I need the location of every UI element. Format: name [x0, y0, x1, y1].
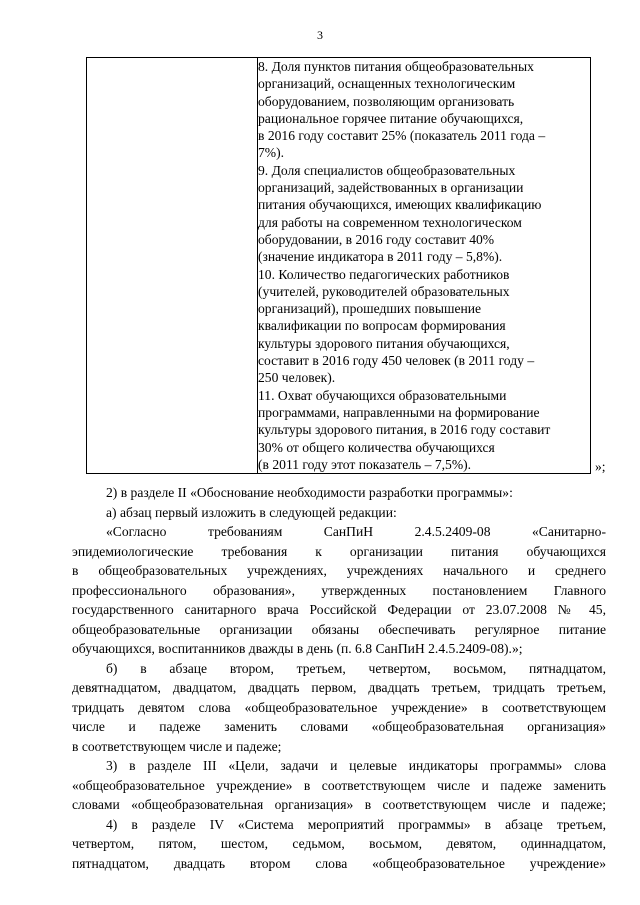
- indicator-line: оборудовании, в 2016 году составит 40%: [258, 231, 495, 247]
- indicator-line: организаций), прошедших повышение: [258, 301, 482, 317]
- paragraph-line: эпидемиологические требования к организации питания обучающихся: [72, 543, 606, 559]
- table-right-cell: [258, 58, 591, 474]
- indicator-line: 10. Количество педагогических работников: [258, 266, 510, 282]
- paragraph-line: 4) в разделе IV «Система мероприятий программы» в абзаце третьем,: [106, 816, 606, 832]
- paragraph-line: в соответствующем числе и падеже;: [72, 738, 282, 754]
- indicator-line: (учителей, руководителей образовательных: [258, 283, 510, 299]
- indicator-line: 30% от общего количества обучающихся: [258, 439, 495, 455]
- paragraph-line: профессионального образования», утвержденных постановлением Главного: [72, 582, 606, 598]
- indicator-line: 9. Доля специалистов общеобразовательных: [258, 162, 516, 178]
- paragraph-line: а) абзац первый изложить в следующей редакции:: [106, 504, 397, 520]
- indicator-line: культуры здорового питания обучающихся,: [258, 335, 510, 351]
- indicator-line: 250 человек).: [258, 370, 336, 386]
- indicator-paragraph: [258, 58, 590, 162]
- paragraph-line: б) в абзаце втором, третьем, четвертом, восьмом, пятнадцатом,: [106, 660, 606, 676]
- indicator-line: организаций, оснащенных технологическим: [258, 76, 516, 92]
- paragraph-line: пятнадцатом, двадцать втором слова «общеобразовательное учреждение»: [72, 855, 606, 871]
- paragraph-line: 2) в разделе II «Обоснование необходимости разработки программы»:: [106, 485, 513, 500]
- indicator-paragraph: [258, 162, 590, 266]
- paragraph-line: словами «общеобразовательная организация» в соответствующем числе и падеже;: [72, 797, 606, 812]
- table-left-cell: [87, 58, 258, 474]
- indicator-line: оборудованием, позволяющим организовать: [258, 93, 515, 109]
- indicator-line: (значение индикатора в 2011 году – 5,8%).: [258, 249, 503, 265]
- paragraph-line: в общеобразовательных учреждениях, учреждениях начального и среднего: [72, 563, 606, 578]
- paragraph-line: числе и падеже заменить словами «общеобразовательная организация»: [72, 719, 606, 734]
- indicator-line: 11. Охват обучающихся образовательными: [258, 387, 507, 403]
- indicator-line: для работы на современном технологическом: [258, 214, 522, 230]
- paragraph-line: обучающихся, воспитанников дважды в день (п. 6.8 СанПиН 2.4.5.2409-08).»;: [72, 641, 523, 656]
- indicator-line: питания обучающихся, имеющих квалификацию: [258, 197, 542, 213]
- paragraph-line: государственного санитарного врача Российской Федерации от 23.07.2008 № 45,: [72, 602, 606, 617]
- indicator-line: (в 2011 году этот показатель – 7,5%).: [258, 456, 472, 472]
- paragraph-line: «общеобразовательное учреждение» в соответствующем числе и падеже заменить: [72, 777, 606, 793]
- indicator-line: организаций, задействованных в организации: [258, 180, 524, 196]
- table-closing-mark: »;: [595, 459, 606, 474]
- page-number: 3: [317, 28, 323, 42]
- indicator-paragraph: [258, 387, 590, 473]
- indicator-line: в 2016 году составит 25% (показатель 2011 года –: [258, 128, 546, 144]
- paragraph-line: тридцать девятом слова «общеобразовательное учреждение» в соответствующем: [72, 699, 606, 715]
- paragraph-line: «Согласно требованиям СанПиН 2.4.5.2409-08 «Санитарно-: [106, 524, 606, 539]
- indicator-line: 7%).: [258, 145, 285, 161]
- indicator-line: 8. Доля пунктов питания общеобразовательных: [258, 59, 534, 74]
- indicator-line: составит в 2016 году 450 человек (в 2011 году –: [258, 353, 535, 369]
- indicator-line: программами, направленными на формирование: [258, 404, 540, 420]
- paragraph-line: общеобразовательные организации обязаны обеспечивать регулярное питание: [72, 621, 606, 637]
- indicator-line: квалификации по вопросам формирования: [258, 318, 506, 334]
- paragraph-line: 3) в разделе III «Цели, задачи и целевые индикаторы программы» слова: [106, 758, 606, 773]
- document-body: [72, 483, 606, 873]
- indicator-line: рациональное горячее питание обучающихся,: [258, 110, 524, 126]
- indicator-list: [258, 58, 590, 473]
- indicator-paragraph: [258, 266, 590, 387]
- paragraph-line: девятнадцатом, двадцатом, двадцать первом, двадцать третьем, тридцать третьем,: [72, 680, 606, 695]
- paragraph-line: четвертом, пятом, шестом, седьмом, восьмом, девятом, одиннадцатом,: [72, 836, 606, 851]
- indicator-line: культуры здорового питания, в 2016 году составит: [258, 422, 551, 438]
- indicators-table: [86, 57, 591, 474]
